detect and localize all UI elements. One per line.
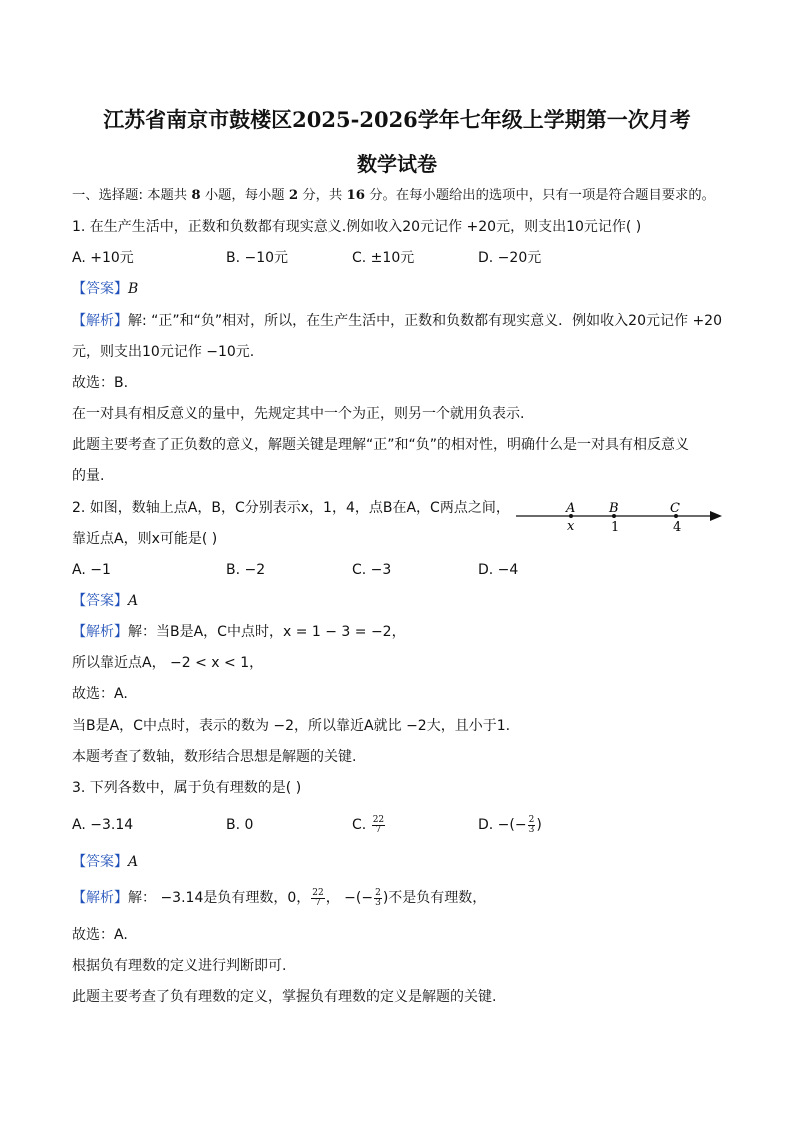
q1-option-c: C. ±10元 xyxy=(352,250,415,266)
q3-analysis-numerator-2: 2 xyxy=(375,887,381,898)
q3-analysis-numerator-1: 22 xyxy=(312,887,324,898)
q1-analysis-line-2: 元，则支出10元记作 −10元. xyxy=(72,344,255,360)
q3-choose: 故选：A. xyxy=(72,927,128,943)
q3-option-d-suffix: ) xyxy=(536,817,542,833)
point-a-value: x xyxy=(567,519,575,534)
q1-stem: 1. 在生产生活中，正数和负数都有现实意义.例如收入20元记作 +20元，则支出10元记作( ) xyxy=(72,219,642,235)
section-points: 2 xyxy=(288,188,299,203)
q3-analysis-denominator-2: 3 xyxy=(375,897,381,908)
q3-option-c-prefix: C. xyxy=(352,817,367,833)
q3-analysis-denominator-1: 7 xyxy=(315,897,321,908)
q3-option-d-numerator: 2 xyxy=(528,814,535,825)
section-desc-c: 分，共 xyxy=(302,188,343,203)
q3-option-c-fraction xyxy=(372,816,385,835)
q3-analysis-fraction-2 xyxy=(374,889,382,908)
q2-answer-value: A xyxy=(128,593,139,609)
q2-note-2: 本题考查了数轴，数形结合思想是解题的关键. xyxy=(72,749,357,765)
analysis-label: 【解析】 xyxy=(72,313,128,329)
analysis-label: 【解析】 xyxy=(72,624,128,640)
q3-option-c-denominator: 7 xyxy=(375,824,382,835)
q1-option-a: A. +10元 xyxy=(72,250,134,266)
point-b-label: B xyxy=(609,501,619,516)
answer-label: 【答案】 xyxy=(72,854,128,870)
q3-analysis-line-1 xyxy=(72,888,486,908)
number-line-figure xyxy=(510,496,730,536)
q3-analysis-mid: ， −(− xyxy=(325,890,374,906)
section-heading xyxy=(72,186,715,206)
q3-option-d-fraction xyxy=(528,816,536,835)
q2-analysis-line-2: 所以靠近点A， −2 < x < 1， xyxy=(72,655,264,671)
q2-option-a: A. −1 xyxy=(72,562,111,578)
q3-answer-value: A xyxy=(128,854,139,870)
q1-analysis-line-1 xyxy=(72,311,722,331)
q1-analysis-text-1: 解: “正”和“负”相对，所以，在生产生活中，正数和负数都有现实意义．例如收入20元记作 +20 xyxy=(128,313,722,329)
q1-answer-value: B xyxy=(128,281,139,297)
q1-option-d: D. −20元 xyxy=(478,250,542,266)
point-c-value: 4 xyxy=(673,520,682,535)
q2-answer xyxy=(72,591,138,611)
q2-note-1: 当B是A，C中点时，表示的数为 −2，所以靠近A就比 −2大，且小于1. xyxy=(72,718,511,734)
q3-option-d-prefix: D. −(− xyxy=(478,817,527,833)
q3-stem: 3. 下列各数中，属于负有理数的是( ) xyxy=(72,780,302,796)
q1-note-3: 的量. xyxy=(72,468,105,484)
q3-note-1: 根据负有理数的定义进行判断即可. xyxy=(72,958,287,974)
number-line-arrow-icon xyxy=(710,511,722,521)
q1-note-1: 在一对具有相反意义的量中，先规定其中一个为正，则另一个就用负表示. xyxy=(72,406,525,422)
q1-choose: 故选：B. xyxy=(72,375,129,391)
q3-option-b: B. 0 xyxy=(226,817,254,833)
q3-analysis-fraction-1 xyxy=(311,889,324,908)
q3-option-a: A. −3.14 xyxy=(72,817,134,833)
point-a-label: A xyxy=(566,501,576,516)
q2-analysis-line-1 xyxy=(72,622,406,642)
q3-option-d-denominator: 3 xyxy=(528,824,535,835)
point-c-label: C xyxy=(670,501,680,516)
exam-subtitle: 数学试卷 xyxy=(357,152,437,176)
answer-label: 【答案】 xyxy=(72,593,128,609)
exam-title: 江苏省南京市鼓楼区2025-2026学年七年级上学期第一次月考 xyxy=(103,107,691,132)
q3-analysis-suffix: )不是负有理数， xyxy=(382,890,487,906)
answer-label: 【答案】 xyxy=(72,281,128,297)
section-desc-a: 本题共 xyxy=(147,188,188,203)
q3-answer xyxy=(72,852,138,872)
q1-option-b: B. −10元 xyxy=(226,250,289,266)
q3-option-c-numerator: 22 xyxy=(372,814,385,825)
point-b-value: 1 xyxy=(611,520,620,535)
q2-option-b: B. −2 xyxy=(226,562,266,578)
section-desc-d: 分。在每小题给出的选项中，只有一项是符合题目要求的。 xyxy=(369,188,715,203)
q3-option-c xyxy=(352,815,386,835)
section-total: 16 xyxy=(346,188,365,203)
q2-analysis-text-1: 解：当B是A，C中点时，x = 1 − 3 = −2， xyxy=(128,624,406,640)
analysis-label: 【解析】 xyxy=(72,890,128,906)
q2-stem-line-2: 靠近点A，则x可能是( ) xyxy=(72,531,218,547)
q2-choose: 故选：A. xyxy=(72,686,128,702)
q2-option-d: D. −4 xyxy=(478,562,519,578)
q1-note-2: 此题主要考查了正负数的意义，解题关键是理解“正”和“负”的相对性，明确什么是一对具有相反意义 xyxy=(72,437,690,453)
q2-stem-line-1: 2. 如图，数轴上点A，B，C分别表示x，1，4，点B在A，C两点之间， xyxy=(72,500,510,516)
q3-analysis-prefix: 解： −3.14是负有理数，0， xyxy=(128,890,311,906)
q3-option-d xyxy=(478,815,542,835)
section-label: 一、选择题: xyxy=(72,188,143,203)
q3-note-2: 此题主要考查了负有理数的定义，掌握负有理数的定义是解题的关键. xyxy=(72,989,497,1005)
q1-answer xyxy=(72,279,138,299)
q2-option-c: C. −3 xyxy=(352,562,392,578)
section-desc-b: 小题，每小题 xyxy=(204,188,285,203)
section-count: 8 xyxy=(191,188,201,203)
